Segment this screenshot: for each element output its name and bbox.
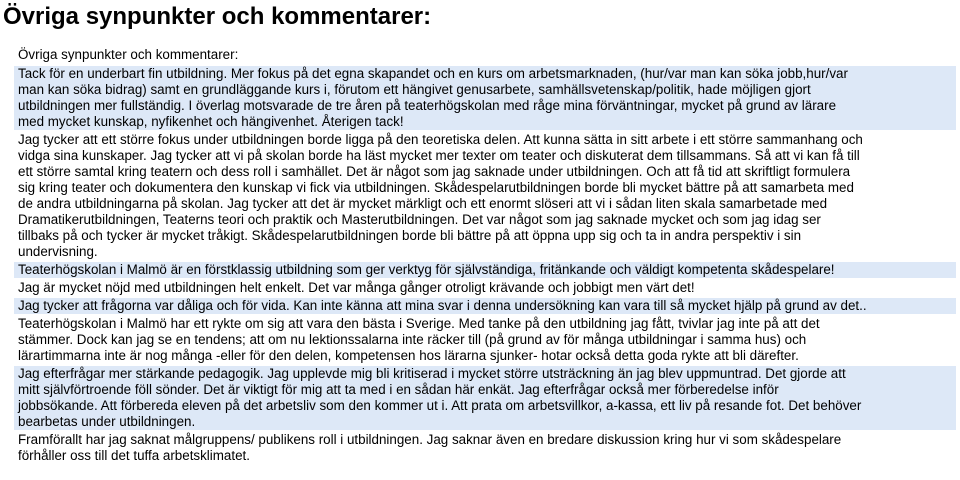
comment-line: sig kring teater och dokumentera den kunskap vi fick via utbildningen. Skådespelarutbildningen borde bli mycket bättre på att samarbeta med xyxy=(18,180,854,195)
comment-line: Jag är mycket nöjd med utbildningen helt enkelt. Det var många gånger otroligt krävande och jobbigt men värt det! xyxy=(18,280,695,295)
comment-row-3 xyxy=(14,262,956,278)
comment-row-7 xyxy=(14,366,956,430)
comment-line: Tack för en underbart fin utbildning. Mer fokus på det egna skapandet och en kurs om arbetsmarknaden, (hur/var man kan söka jobb,hur/var xyxy=(18,66,848,81)
comment-line: förhåller oss till det tuffa arbetsklimatet. xyxy=(18,448,250,463)
comment-line: lärartimmarna inte är nog många -eller för den delen, kompetensen hos lärarna sjunker- hotar också detta goda rykte att bli därefter. xyxy=(18,348,799,363)
table-header xyxy=(14,46,956,64)
comment-line: jobbsökande. Att förbereda eleven på det arbetsliv som den kommer ut i. Att prata om arbetsvillkor, a-kassa, ett liv på resande fot. Det behöver xyxy=(18,398,862,413)
comment-line: vidga sina kunskaper. Jag tycker att vi på skolan borde ha läst mycket mer texter om teater och diskuterat dem tillsammans. Så att vi kan få till xyxy=(18,148,860,163)
comment-line: ett större samtal kring teatern och dess roll i samhället. Det är något som jag saknade under utbildningen. Och att få tid att skriftligt formulera xyxy=(18,164,851,179)
page-title: Övriga synpunkter och kommentarer: xyxy=(3,3,432,30)
comment-line: tillbaks på och tycker är mycket tråkigt. Skådespelarutbildningen borde bli bättre på att öppna upp sig och ta in andra perspektiv i sin xyxy=(18,228,802,243)
comment-line: Dramatikerutbildningen, Teaterns teori och praktik och Masterutbildningen. Det var något som jag saknade mycket och som jag idag ser xyxy=(18,212,821,227)
comment-row-5 xyxy=(14,298,956,314)
comment-line: man kan söka bidrag) samt en grundläggande kurs i, förutom ett hängivet genusarbete, samhällsvetenskap/politik, hade möjligen gjort xyxy=(18,82,811,97)
comment-line: de andra utbildningarna på skolan. Jag tycker att det är mycket märkligt och ett enormt slöseri att vi i sådan liten skala samarbetade med xyxy=(18,196,828,211)
comment-line: undervisning. xyxy=(18,244,98,259)
comments-table xyxy=(14,46,956,466)
comment-row-8 xyxy=(14,432,956,464)
comment-row-4 xyxy=(14,280,956,296)
comment-line: bearbetas under utbildningen. xyxy=(18,414,196,429)
comment-line: Jag tycker att frågorna var dåliga och för vida. Kan inte känna att mina svar i denna undersökning kan vara till så mycket hjälp på grund av det.. xyxy=(18,298,867,313)
comment-line: utbildningen mer fullständig. I överlag motsvarade de tre åren på teaterhögskolan med råge mina förväntningar, mycket på grund av lärare xyxy=(18,98,837,113)
comment-line: stämmer. Dock kan jag se en tendens; att om nu lektionssalarna inte räcker till (på grund av för många utbildningar i samma hus) och xyxy=(18,332,807,347)
comment-line: Jag tycker att ett större fokus under utbildningen borde ligga på den teoretiska delen. Att kunna sätta in sitt arbete i ett större sammanhang och xyxy=(18,132,863,147)
comment-line: med mycket kunskap, nyfikenhet och hängivenhet. Återigen tack! xyxy=(18,114,404,129)
comment-line: mitt självförtroende föll sönder. Det är viktigt för mig att ta med i en sådan här enkät. Jag efterfrågar också mer förberedelse inför xyxy=(18,382,779,397)
comment-line: Framförallt har jag saknat målgruppens/ publikens roll i utbildningen. Jag saknar även en bredare diskussion kring hur vi som skådespelare xyxy=(18,432,842,447)
table-header-label: Övriga synpunkter och kommentarer: xyxy=(18,47,239,62)
comment-row-2 xyxy=(14,132,956,260)
comment-line: Teaterhögskolan i Malmö har ett rykte om sig att vara den bästa i Sverige. Med tanke på den utbildning jag fått, tvivlar jag inte på att det xyxy=(18,316,820,331)
comment-line: Jag efterfrågar mer stärkande pedagogik. Jag upplevde mig bli kritiserad i mycket större utsträckning än jag blev uppmuntrad. Det gjorde att xyxy=(18,366,846,381)
comment-row-1 xyxy=(14,66,956,130)
comment-line: Teaterhögskolan i Malmö är en förstklassig utbildning som ger verktyg för självständiga, fritänkande och väldigt kompetenta skådespelare! xyxy=(18,262,835,277)
comment-row-6 xyxy=(14,316,956,364)
